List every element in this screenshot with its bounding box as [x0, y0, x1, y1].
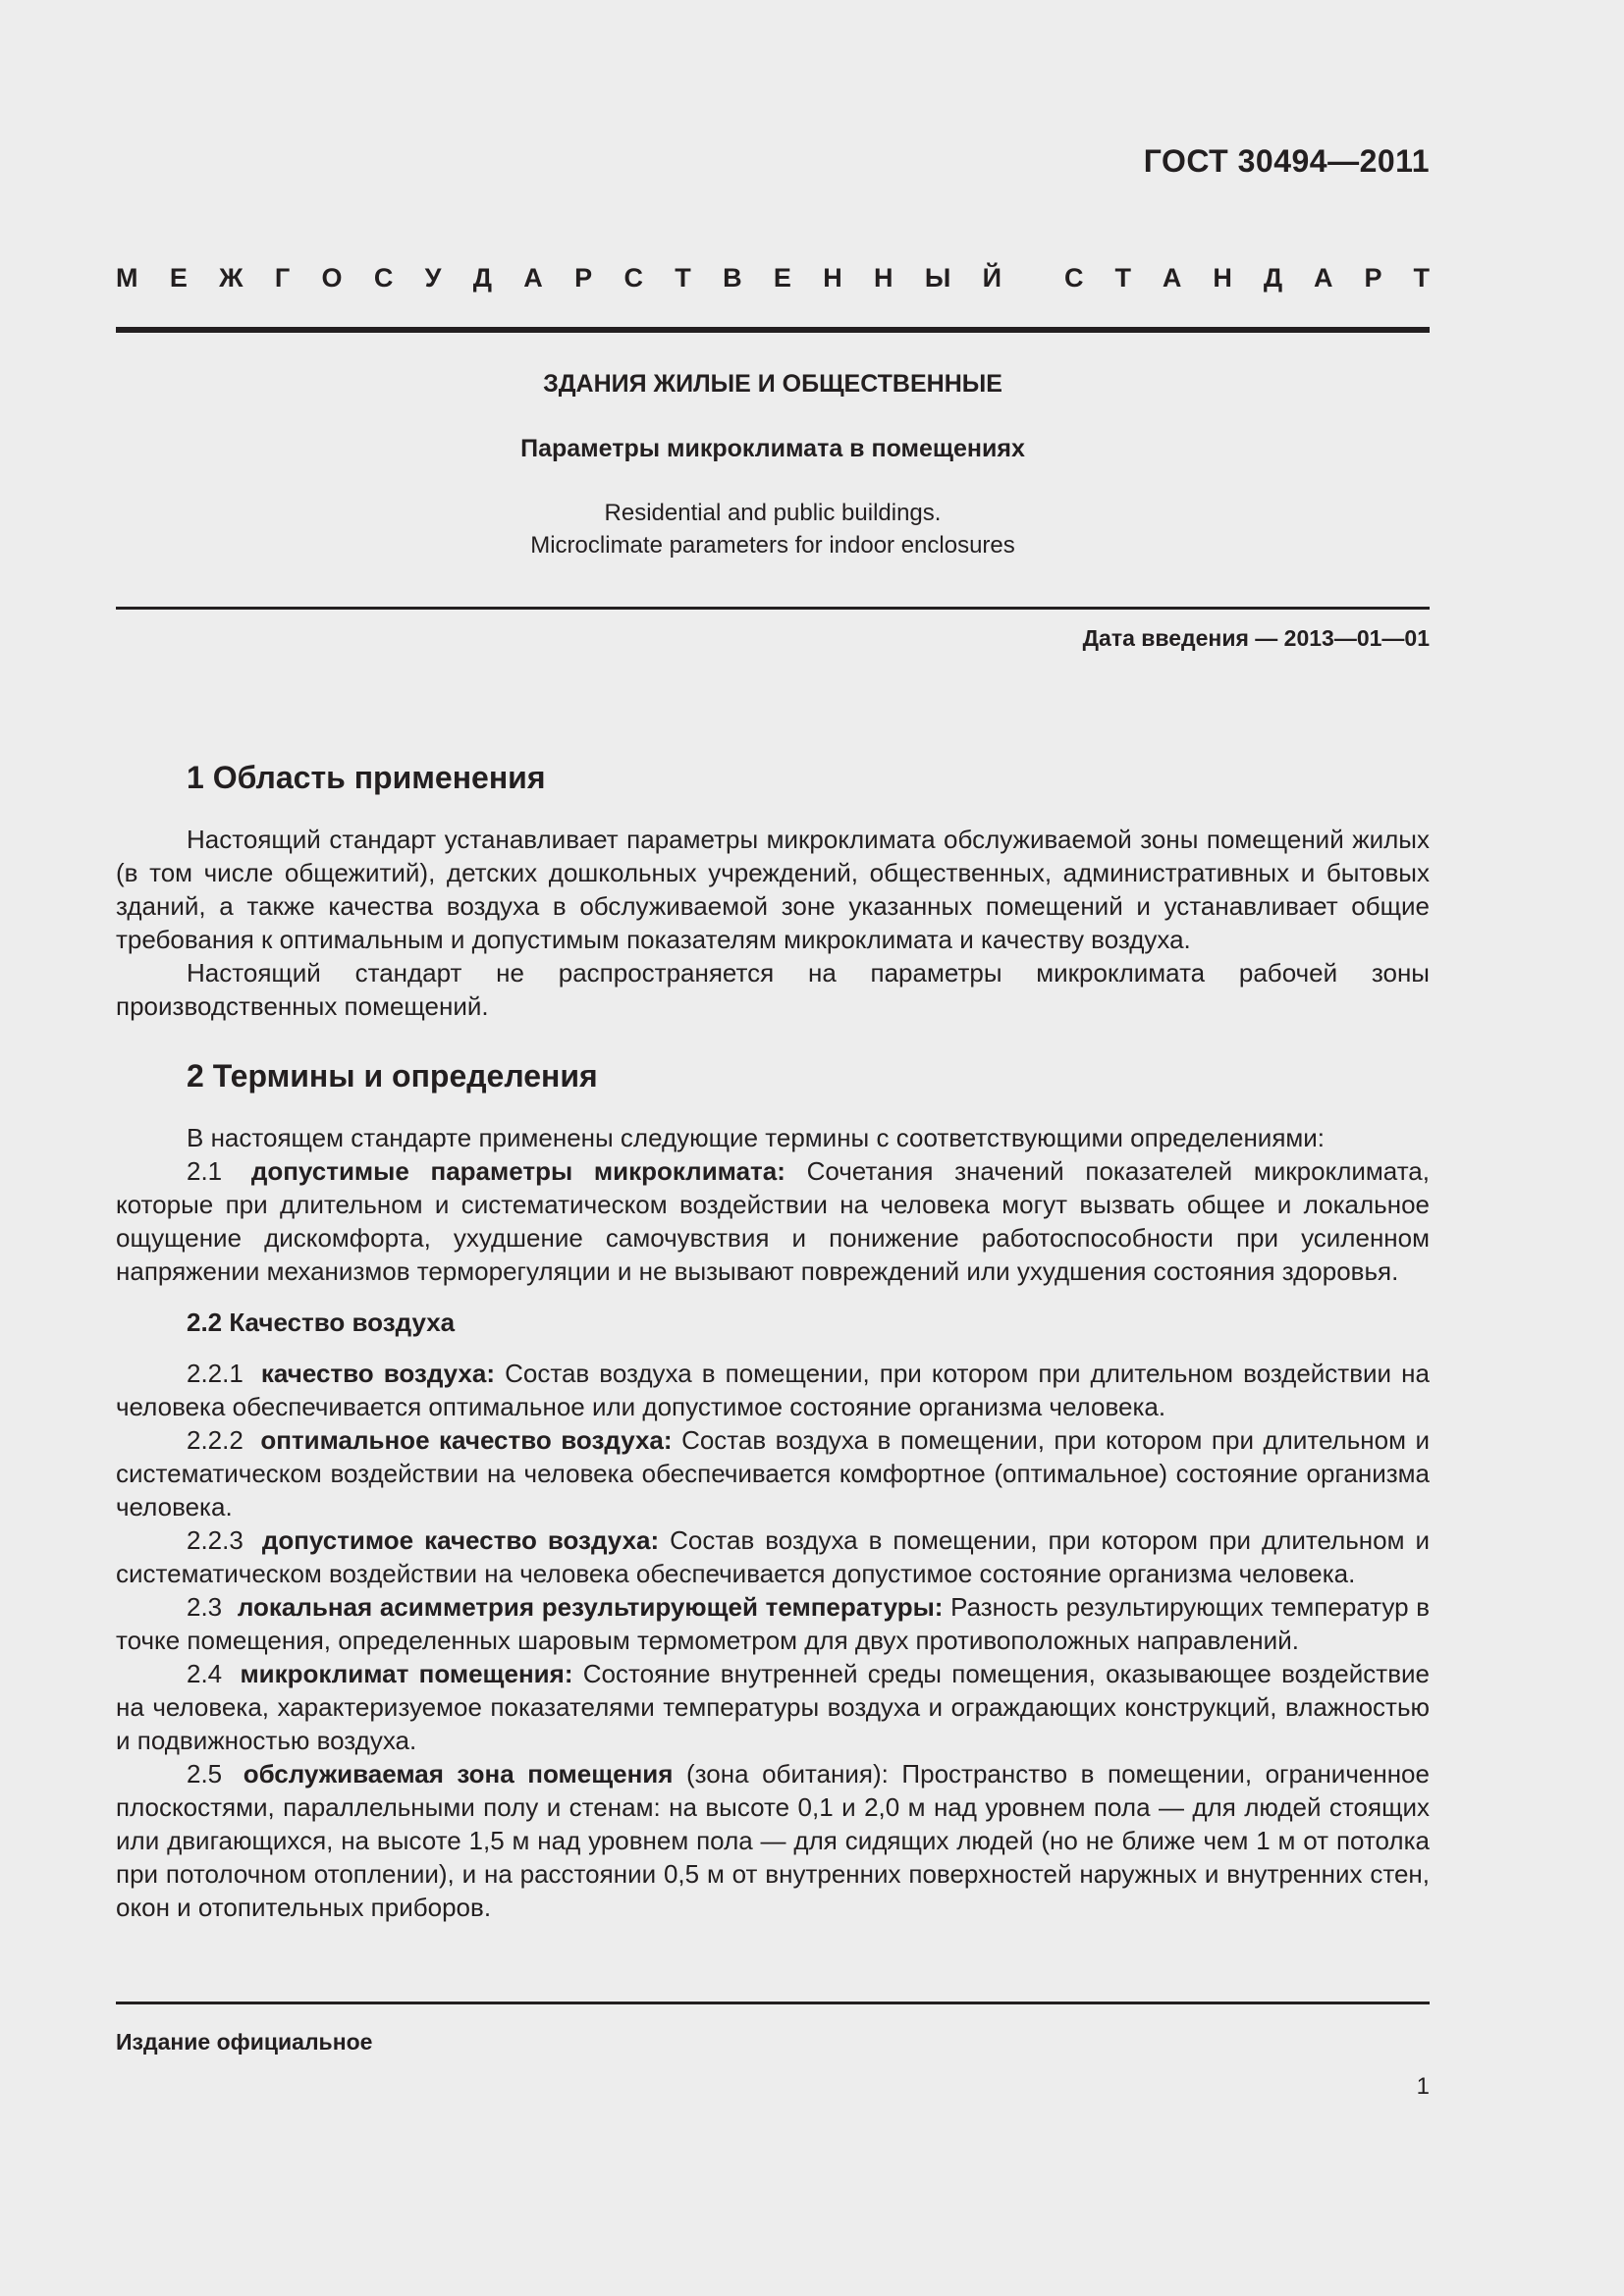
banner-letter: Д [1263, 263, 1283, 293]
banner-letter: Е [169, 263, 188, 293]
banner-letter: Н [823, 263, 842, 293]
standard-code: ГОСТ 30494—2011 [1143, 143, 1430, 179]
english-title-line-2: Microclimate parameters for indoor enclosures [530, 532, 1015, 559]
term-definition: Разность результирующих температур в точке помещения, определенных шаровым термометром для двух противоположных направлений. [116, 1592, 1431, 1655]
term-number: 2.2.3 [187, 1525, 244, 1555]
banner-letter: Т [675, 263, 691, 293]
section-1-heading: 1 Область применения [187, 760, 546, 795]
banner-letter: М [116, 263, 138, 293]
document-body [116, 758, 1430, 1924]
banner-letter: Д [472, 263, 492, 293]
english-title [116, 497, 1430, 561]
banner-word-standard [1064, 263, 1430, 294]
term-name: обслуживаемая зона помещения [243, 1759, 674, 1789]
term-definition: Состояние внутренней среды помещения, оказывающее воздействие на человека, характеризуемое показателями температуры воздуха и ограждающих конструкций, влажностью и подвижностью воздуха. [116, 1659, 1430, 1755]
section-2-intro: В настоящем стандарте применены следующие термины с соответствующими определениями: [187, 1123, 1326, 1152]
section-2-heading: 2 Термины и определения [187, 1058, 598, 1094]
banner-letter: А [523, 263, 543, 293]
term-2-5 [116, 1757, 1430, 1924]
term-2-2-1 [116, 1357, 1430, 1423]
interstate-standard-banner [116, 263, 1430, 294]
page-number: 1 [1416, 2073, 1430, 2100]
term-name: локальная асимметрия результирующей температуры: [237, 1592, 944, 1622]
term-2-2-2 [116, 1423, 1430, 1523]
footer-divider [116, 2002, 1430, 2004]
term-number: 2.3 [187, 1592, 223, 1622]
header-divider [116, 327, 1430, 333]
subsection-2-2-heading: 2.2 Качество воздуха [187, 1308, 456, 1337]
banner-letter: В [723, 263, 742, 293]
term-number: 2.2.2 [187, 1425, 244, 1455]
title-divider [116, 607, 1430, 610]
banner-letter: Н [1213, 263, 1232, 293]
term-number: 2.4 [187, 1659, 223, 1688]
term-2-1 [116, 1154, 1430, 1288]
section-spacer [116, 1023, 1430, 1056]
document-subtitle: Параметры микроклимата в помещениях [520, 435, 1025, 462]
term-definition: Состав воздуха в помещении, при котором при длительном воздействии на человека обеспечивается оптимальное или допустимое состояние организма человека. [116, 1359, 1430, 1421]
section-1-paragraph-2: Настоящий стандарт не распространяется на параметры микроклимата рабочей зоны производственных помещений. [116, 958, 1430, 1021]
banner-letter: Ж [219, 263, 244, 293]
term-definition: Состав воздуха в помещении, при котором при длительном и систематическом воздействии на человека обеспечивается комфортное (оптимальное) состояние организма человека. [116, 1425, 1430, 1522]
term-name: допустимое качество воздуха: [261, 1525, 660, 1555]
term-number: 2.1 [187, 1156, 223, 1186]
english-title-line-1: Residential and public buildings. [604, 500, 942, 526]
banner-letter: Ы [924, 263, 951, 293]
banner-letter: А [1162, 263, 1182, 293]
banner-letter: Т [1114, 263, 1131, 293]
document-title: ЗДАНИЯ ЖИЛЫЕ И ОБЩЕСТВЕННЫЕ [543, 370, 1002, 398]
banner-letter: С [1064, 263, 1084, 293]
banner-word-interstate [116, 263, 1001, 294]
banner-letter: Е [773, 263, 791, 293]
banner-letter: А [1314, 263, 1333, 293]
official-edition-label: Издание официальное [116, 2029, 373, 2055]
banner-letter: Н [874, 263, 893, 293]
term-definition: Состав воздуха в помещении, при котором при длительном и систематическом воздействии на человека обеспечивается допустимое состояние организма человека. [116, 1525, 1431, 1588]
term-name: допустимые параметры микроклимата: [250, 1156, 785, 1186]
banner-letter: Й [982, 263, 1001, 293]
banner-letter: Р [574, 263, 593, 293]
banner-letter: Т [1413, 263, 1430, 293]
term-definition: Сочетания значений показателей микроклимата, которые при длительном и систематическом воздействии на человека могут вызвать общее и локальное ощущение дискомфорта, ухудшение самочувствия и понижение работоспособности при усиленном напряжении механизмов терморегуляции и не вызывают повреждений или ухудшения состояния здоровья. [116, 1156, 1430, 1286]
introduction-date: Дата введения — 2013—01—01 [1082, 625, 1430, 651]
term-name: качество воздуха: [260, 1359, 496, 1388]
section-1-paragraph-1: Настоящий стандарт устанавливает параметры микроклимата обслуживаемой зоны помещений жилых (в том числе общежитий), детских дошкольных учреждений, общественных, административных и бытовых зданий, а также качества воздуха в обслуживаемой зоне указанных помещений и устанавливает общие требования к оптимальным и допустимым показателям микроклимата и качеству воздуха. [116, 825, 1430, 954]
term-name: микроклимат помещения: [240, 1659, 573, 1688]
banner-letter: О [321, 263, 343, 293]
banner-letter: У [424, 263, 442, 293]
banner-letter: Г [274, 263, 291, 293]
term-2-4 [116, 1657, 1430, 1757]
banner-letter: Р [1364, 263, 1382, 293]
term-definition: (зона обитания): Пространство в помещении, ограниченное плоскостями, параллельными полу и стенам: на высоте 0,1 и 2,0 м над уровнем пола — для людей стоящих или двигающихся, на высоте 1,5 м над уровнем пола — для сидящих людей (но не ближе чем 1 м от потолка при потолочном отоплении), и на расстоянии 0,5 м от внутренних поверхностей наружных и внутренних стен, окон и отопительных приборов. [116, 1759, 1430, 1922]
term-2-2-3 [116, 1523, 1430, 1590]
term-number: 2.2.1 [187, 1359, 244, 1388]
term-number: 2.5 [187, 1759, 223, 1789]
banner-letter: С [373, 263, 394, 293]
term-name: оптимальное качество воздуха: [260, 1425, 673, 1455]
banner-letter: С [623, 263, 643, 293]
term-2-3 [116, 1590, 1430, 1657]
